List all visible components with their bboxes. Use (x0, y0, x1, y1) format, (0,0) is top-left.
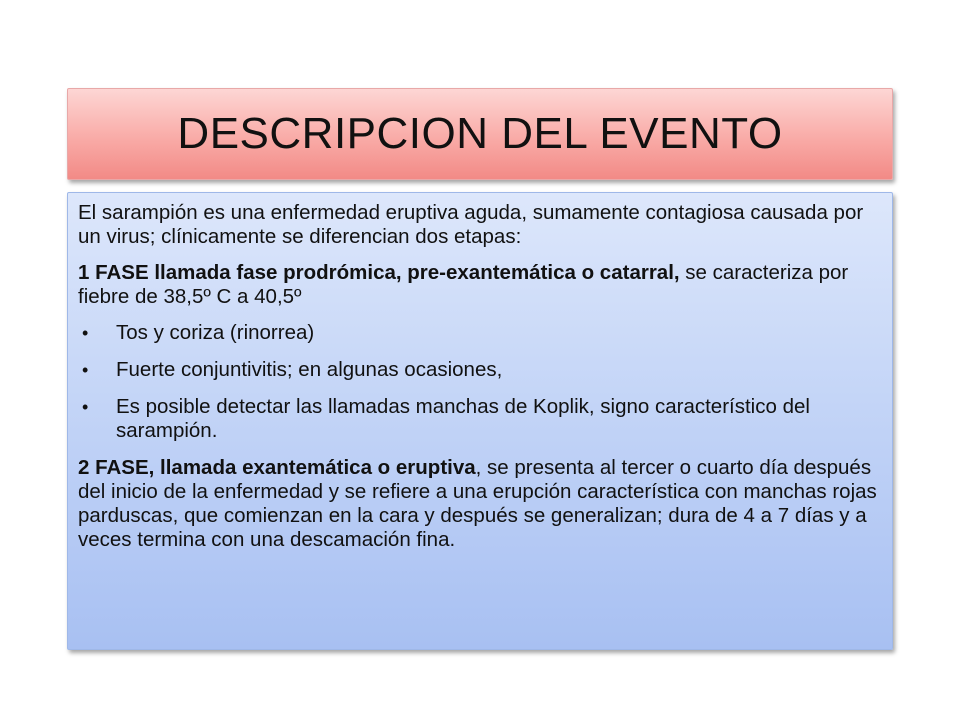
title-box (67, 88, 893, 180)
bullet-icon: • (82, 397, 89, 417)
list-item (78, 321, 880, 345)
phase2-paragraph (78, 456, 880, 552)
phase2-heading: 2 FASE, llamada exantemática o eruptiva (78, 456, 476, 479)
content-box (67, 192, 893, 650)
phase1-text: se caracteriza por fiebre de 38,5º C a 40,5º (78, 261, 849, 308)
intro-paragraph: El sarampión es una enfermedad eruptiva aguda, sumamente contagiosa causada por un virus; clínicamente se diferencian dos etapas: (78, 201, 864, 248)
bullet-icon: • (82, 323, 89, 343)
phase1-paragraph (78, 261, 880, 309)
list-item-text: Es posible detectar las llamadas manchas de Koplik, signo característico del sarampión. (116, 395, 810, 442)
list-item (78, 395, 880, 443)
symptom-list (78, 321, 880, 443)
list-item (78, 358, 880, 382)
list-item-text: Fuerte conjuntivitis; en algunas ocasiones, (116, 358, 503, 381)
phase1-heading: 1 FASE llamada fase prodrómica, pre-exantemática o catarral, (78, 261, 680, 284)
list-item-text: Tos y coriza (rinorrea) (116, 321, 315, 344)
phase2-text: , se presenta al tercer o cuarto día después del inicio de la enfermedad y se refiere a una erupción característica con manchas rojas parduscas, que comienzan en la cara y después se generalizan; dura de 4 a 7 días y a veces termina con una descamación fina. (78, 456, 877, 551)
slide-title: DESCRIPCION DEL EVENTO (177, 109, 783, 158)
bullet-icon: • (82, 360, 89, 380)
